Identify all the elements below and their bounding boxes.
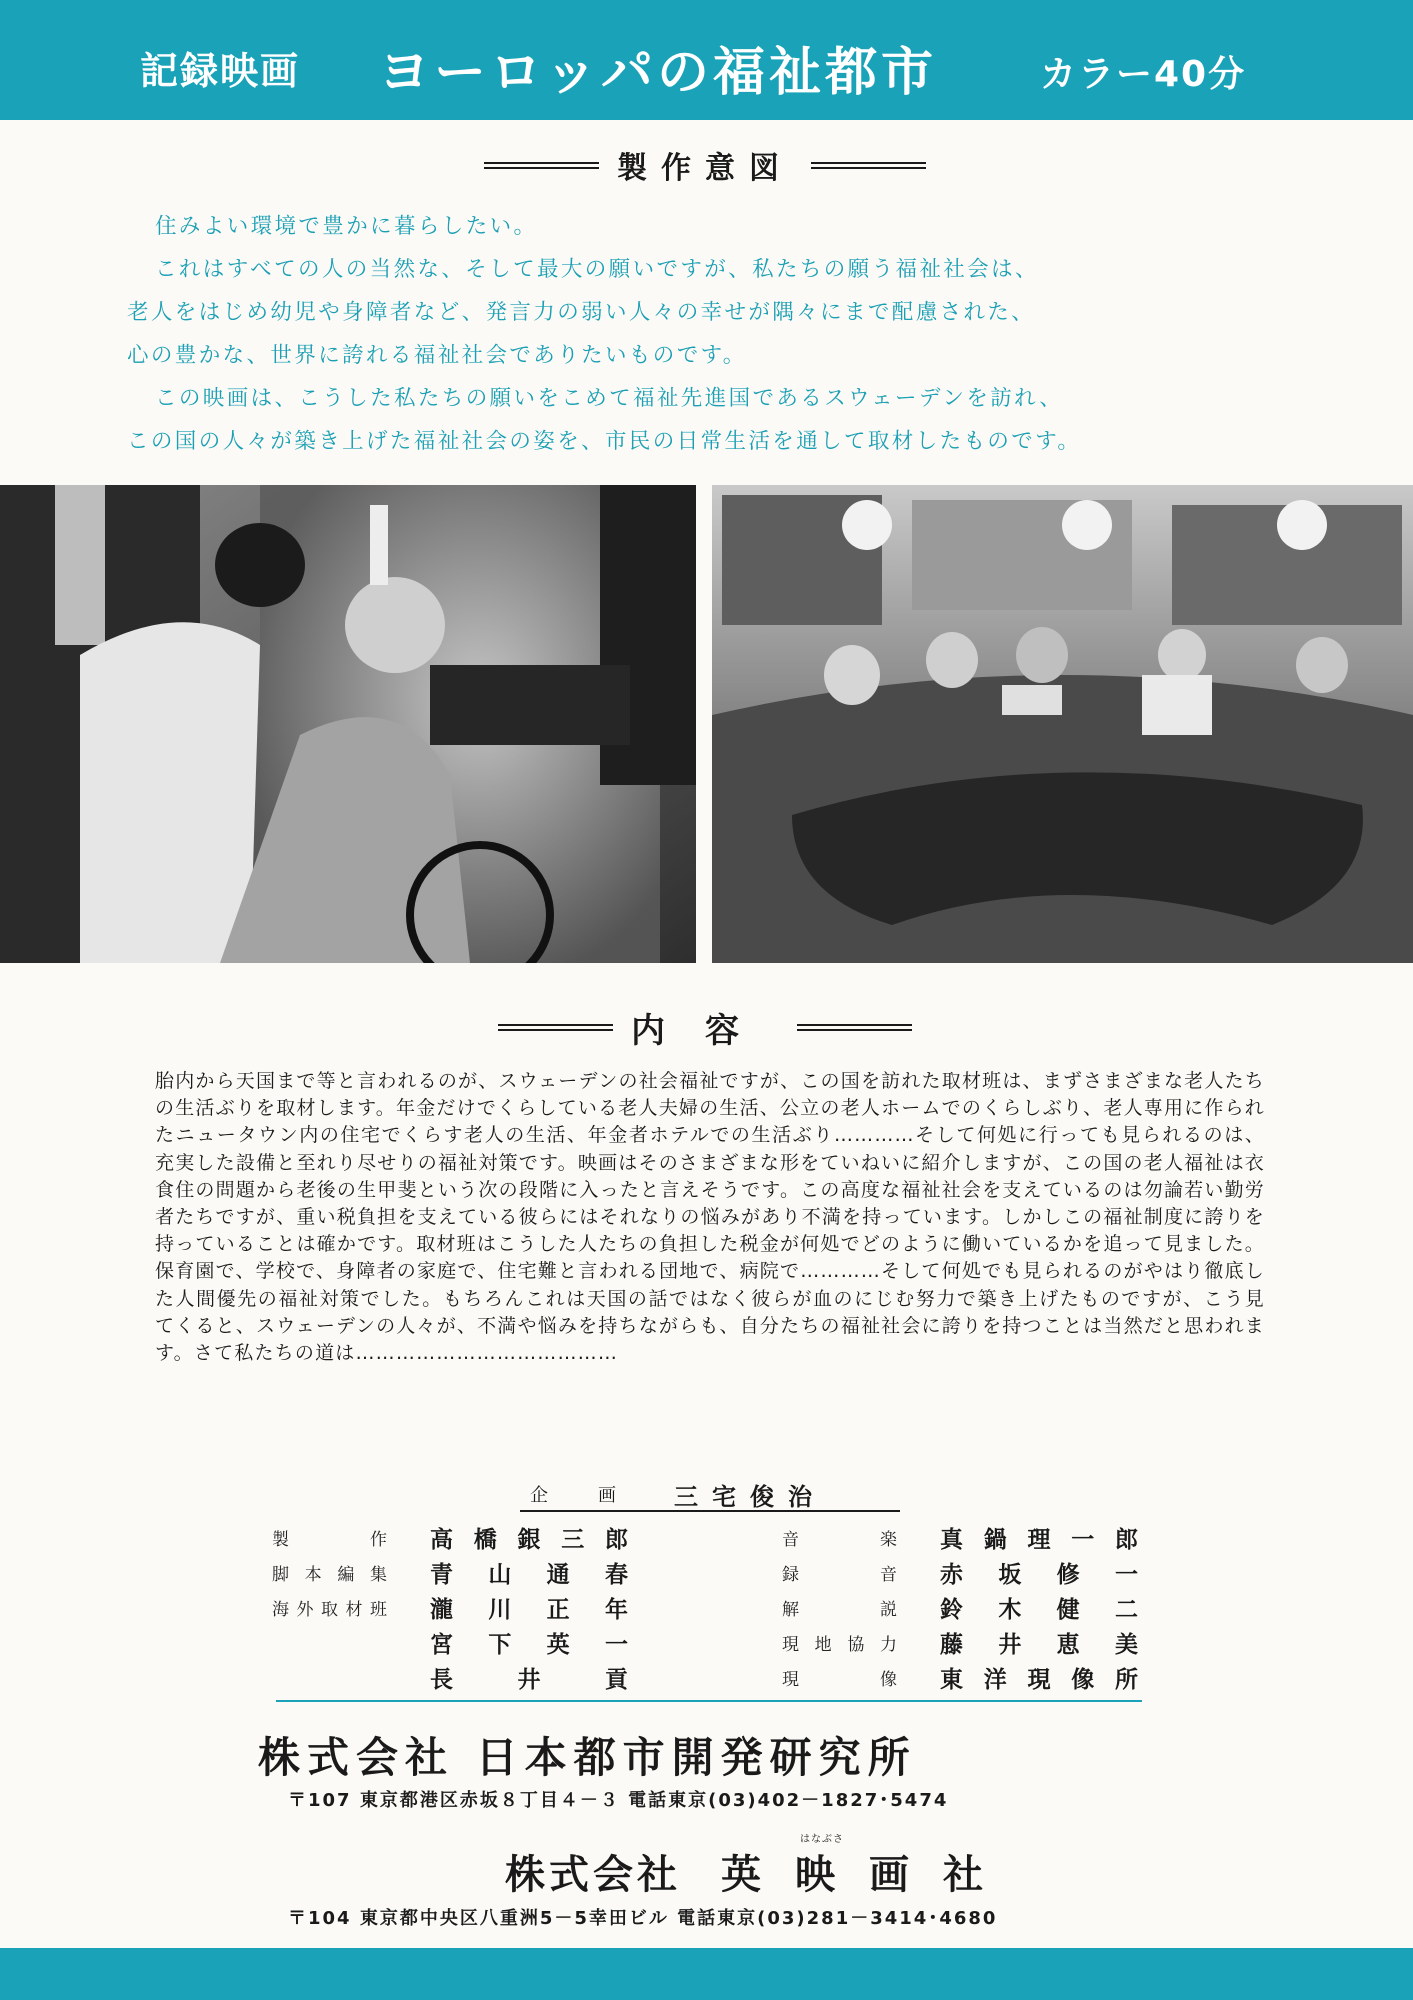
content-heading [465,1005,945,1049]
credit-name: 藤井恵美 [940,1632,1140,1658]
company1-address: 〒107 東京都港区赤坂８丁目４－３ 電話東京(03)402－1827･5474 [288,1790,949,1811]
credit-name: 長井貢 [430,1667,630,1693]
content-heading-text: 内容 [631,1010,779,1051]
credit-name: 東洋現像所 [940,1667,1140,1693]
intent-heading [470,145,940,185]
credit-role: 企画 [530,1485,666,1506]
intent-line: この国の人々が築き上げた福祉社会の姿を、市民の日常生活を通して取材したものです。 [127,429,1082,454]
credit-role: 録音 [782,1565,900,1585]
intent-heading-text: 製作意図 [617,151,793,186]
credit-role: 製作 [272,1530,390,1550]
credit-row [272,1660,630,1695]
footer-band [0,1948,1413,2000]
heading-rule-right [797,1024,912,1031]
company2-address: 〒104 東京都中央区八重洲5－5幸田ビル 電話東京(03)281－3414･4680 [288,1908,998,1929]
intent-line: 老人をはじめ幼児や身障者など、発言力の弱い人々の幸せが隅々にまで配慮された、 [127,300,1036,325]
intent-text [127,205,1275,463]
credit-role: 海外取材班 [272,1600,390,1620]
credit-row [272,1555,630,1590]
header-title: ヨーロッパの福祉都市 [378,43,937,103]
credits-left [272,1520,630,1695]
credit-role: 現像 [782,1670,900,1690]
credit-role: 現地協力 [782,1635,900,1655]
company2-name [505,1843,1155,1900]
credit-row [782,1625,1140,1660]
credit-name: 三宅俊治 [674,1482,826,1511]
credit-row [272,1625,630,1660]
photo-children-library [712,485,1413,963]
header-meta: カラー40分 [1040,54,1247,95]
photo-nurse-elderly-woman-image [0,485,696,963]
intent-line: 心の豊かな、世界に誇れる福祉社会でありたいものです。 [127,343,747,368]
credit-row [782,1520,1140,1555]
company1-name: 株式会社 日本都市開発研究所 [258,1733,917,1782]
credit-row [782,1555,1140,1590]
credit-name: 真鍋理一郎 [940,1527,1140,1553]
photo-children-library-image [712,485,1413,963]
company2-main: 英映画社 [721,1852,1017,1898]
intent-line: この映画は、こうした私たちの願いをこめて福祉先進国であるスウェーデンを訪れ、 [155,386,1064,411]
credit-name: 赤坂修一 [940,1562,1140,1588]
credit-row [782,1660,1140,1695]
credit-role: 脚本編集 [272,1565,390,1585]
credit-role: 解説 [782,1600,900,1620]
credit-name: 高橋銀三郎 [430,1527,630,1553]
credit-role: 音楽 [782,1530,900,1550]
credit-name: 瀧川正年 [430,1597,630,1623]
company2-ruby: はなぶさ [800,1834,844,1845]
heading-rule-right [811,162,926,169]
credit-name: 青山通春 [430,1562,630,1588]
divider-line [276,1700,1142,1702]
credit-row [272,1590,630,1625]
credit-row [272,1520,630,1555]
company2-prefix: 株式会社 [505,1852,681,1898]
header-band [0,0,1413,120]
credits-right [782,1520,1140,1695]
intent-line: これはすべての人の当然な、そして最大の願いですが、私たちの願う福祉社会は、 [155,257,1039,282]
heading-rule-left [484,162,599,169]
credit-planning [520,1478,900,1512]
credit-name: 鈴木健二 [940,1597,1140,1623]
intent-line: 住みよい環境で豊かに暮らしたい。 [155,214,538,239]
photo-nurse-elderly-woman [0,485,696,963]
credit-name: 宮下英一 [430,1632,630,1658]
credit-row [782,1590,1140,1625]
heading-rule-left [498,1024,613,1031]
content-text: 胎内から天国まで等と言われるのが、スウェーデンの社会福祉ですが、この国を訪れた取材班は、まずさまざまな老人たちの生活ぶりを取材します。年金だけでくらしている老人夫婦の生活、公立の老人ホームでのくらしぶり、老人専用に作られたニュータウン内の住宅でくらす老人の生活、年金者ホテルでの生活ぶり…………そして何処に行っても見られるのは、充実した設備と至れり尽せりの福祉対策です。映画はそのさまざまな形をていねいに紹介しますが、この国の老人福祉は衣食住の問題から老後の生甲斐という次の段階に入ったと言えそうです。この高度な福祉社会を支えているのは勿論若い勤労者たちですが、重い税負担を支えている彼らにはそれなりの悩みがあり不満を持っています。しかしこの福祉制度に誇りを持っていることは確かです。取材班はこうした人たちの負担した税金が何処でどのように働いているかを追って見ました。保育園で、学校で、身障者の家庭で、住宅難と言われる団地で、病院で…………そして何処でも見られるのがやはり徹底した人間優先の福祉対策でした。もちろんこれは天国の話ではなく彼らが血のにじむ努力で築き上げたものですが、こう見てくると、スウェーデンの人々が、不満や悩みを持ちながらも、自分たちの福祉社会に誇りを持つことは当然だと思われます。さて私たちの道は………………………………… [155,1070,1265,1365]
header-label: 記録映画 [140,49,301,93]
